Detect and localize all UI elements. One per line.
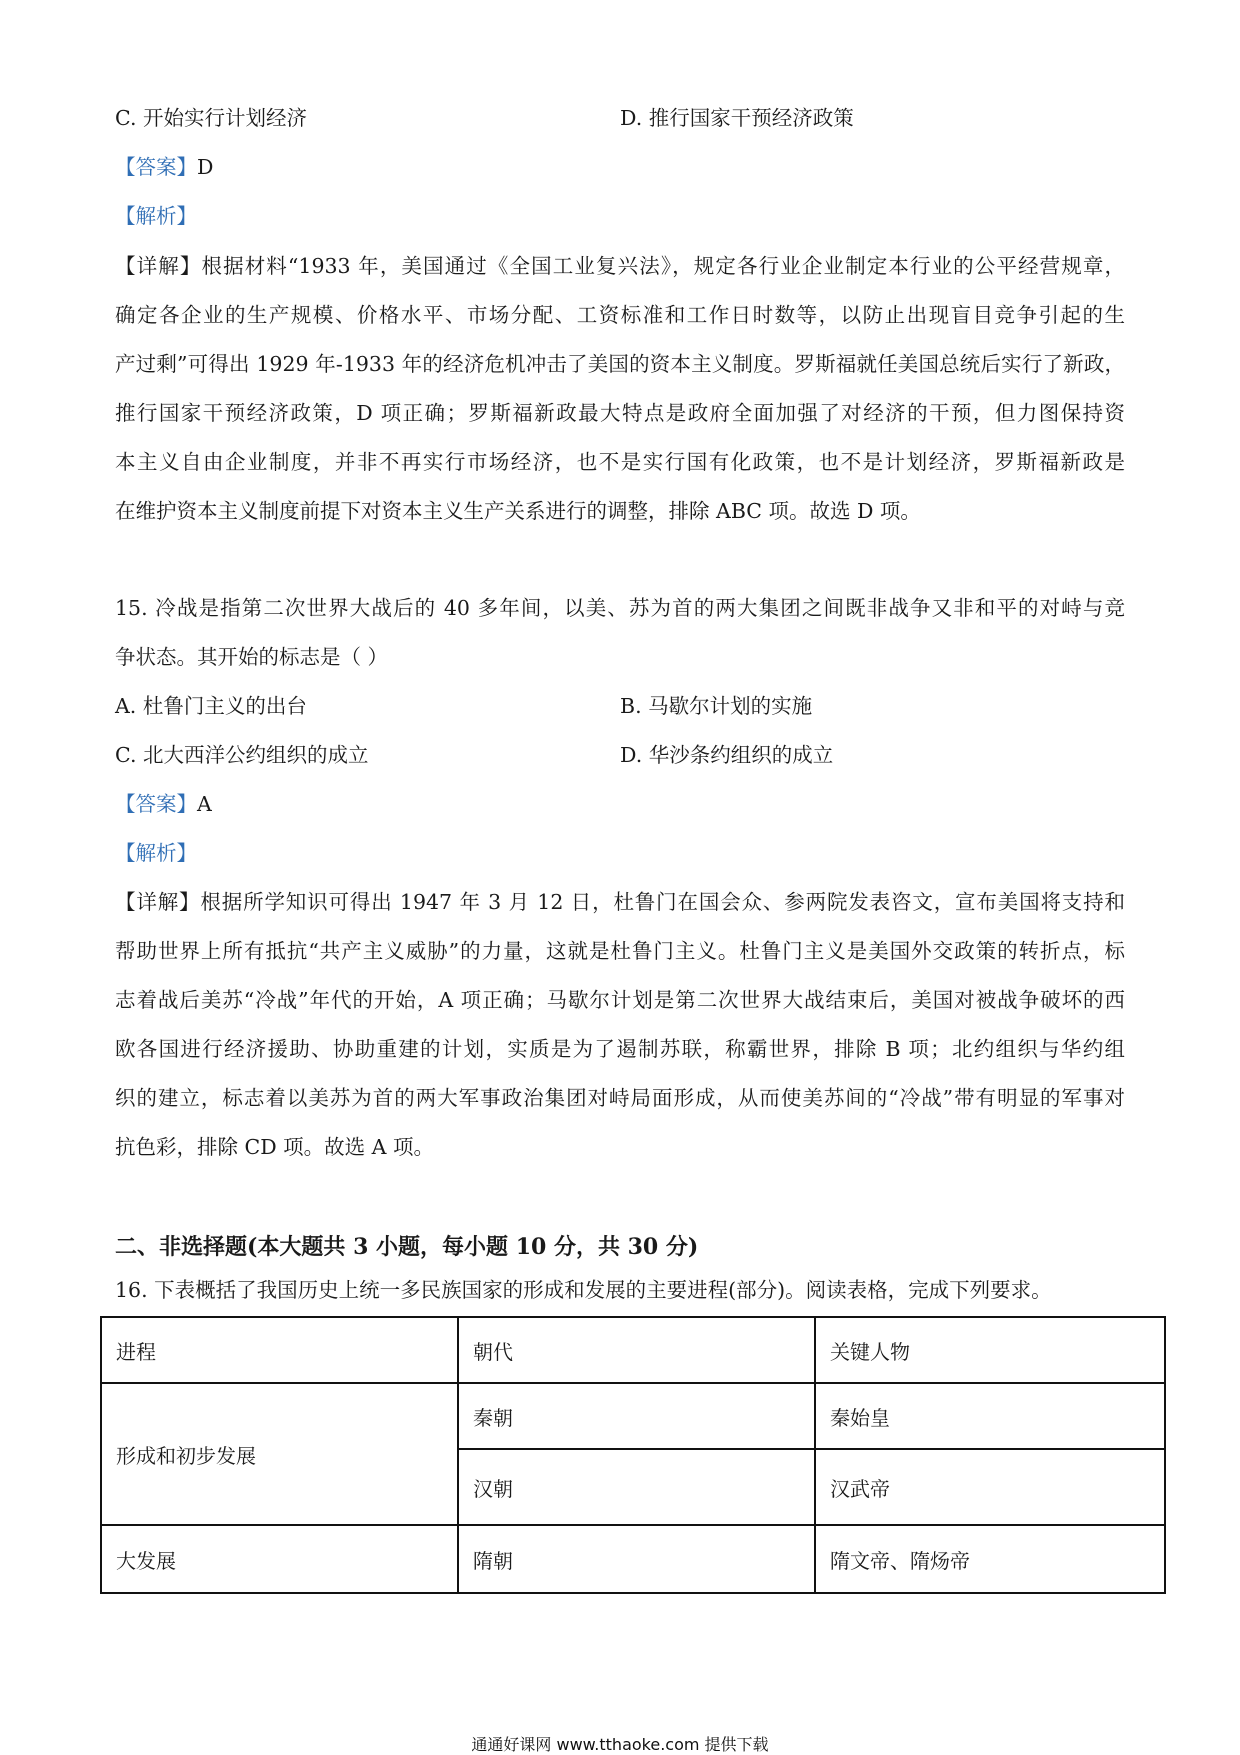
q15-option-b: B. 马歇尔计划的实施	[620, 694, 813, 718]
table-header-row	[101, 1317, 1165, 1383]
q15-option-d: D. 华沙条约组织的成立	[620, 743, 834, 767]
table-header-cell: 关键人物	[815, 1317, 1165, 1383]
answer-label: 【答案】	[115, 155, 197, 179]
table-header-cell: 朝代	[458, 1317, 815, 1383]
q14-detail-line: 产过剩”可得出 1929 年-1933 年的经济危机冲击了美国的资本主义制度。罗斯福就任美国总统后实行了新政，	[115, 352, 1125, 376]
table-header-cell: 进程	[101, 1317, 458, 1383]
q15-detail-line: 志着战后美苏“冷战”年代的开始，A 项正确；马歇尔计划是第二次世界大战结束后，美国对被战争破坏的西	[115, 988, 1125, 1012]
q15-option-a: A. 杜鲁门主义的出台	[115, 694, 307, 718]
q15-stem-line: 15. 冷战是指第二次世界大战后的 40 多年间，以美、苏为首的两大集团之间既非战争又非和平的对峙与竞	[115, 596, 1125, 620]
table-cell-stage: 形成和初步发展	[101, 1383, 458, 1525]
q15-answer	[115, 794, 212, 815]
q14-detail-line: 【详解】根据材料“1933 年，美国通过《全国工业复兴法》，规定各行业企业制定本行业的公平经营规章，	[115, 254, 1125, 278]
q14-option-c: C. 开始实行计划经济	[115, 106, 307, 130]
q14-detail-line: 确定各企业的生产规模、价格水平、市场分配、工资标准和工作日时数等，以防止出现盲目竞争引起的生	[115, 303, 1125, 327]
section-title: 二、非选择题(本大题共 3 小题，每小题 10 分，共 30 分)	[115, 1234, 699, 1260]
table-cell-dynasty: 隋朝	[458, 1525, 815, 1593]
q14-answer	[115, 157, 213, 178]
q15-detail-line: 【详解】根据所学知识可得出 1947 年 3 月 12 日，杜鲁门在国会众、参两院发表咨文，宣布美国将支持和	[115, 890, 1125, 914]
q16-stem: 16. 下表概括了我国历史上统一多民族国家的形成和发展的主要进程(部分)。阅读表格，完成下列要求。	[115, 1278, 1052, 1302]
table-cell-dynasty: 汉朝	[458, 1449, 815, 1525]
q15-option-c: C. 北大西洋公约组织的成立	[115, 743, 369, 767]
table-cell-person: 汉武帝	[815, 1449, 1165, 1525]
table-cell-dynasty: 秦朝	[458, 1383, 815, 1449]
answer-label: 【答案】	[115, 792, 197, 816]
q14-option-d: D. 推行国家干预经济政策	[620, 106, 854, 130]
answer-value: D	[197, 155, 214, 179]
answer-value: A	[197, 792, 212, 816]
q15-detail-line: 帮助世界上所有抵抗“共产主义威胁”的力量，这就是杜鲁门主义。杜鲁门主义是美国外交政策的转折点，标	[115, 939, 1125, 963]
table-cell-person: 隋文帝、隋炀帝	[815, 1525, 1165, 1593]
table-row	[101, 1383, 1165, 1449]
q15-analysis-label: 【解析】	[115, 841, 197, 865]
q14-detail-line: 推行国家干预经济政策，D 项正确；罗斯福新政最大特点是政府全面加强了对经济的干预，但力图保持资	[115, 401, 1125, 425]
q15-detail-line: 欧各国进行经济援助、协助重建的计划，实质是为了遏制苏联，称霸世界，排除 B 项；北约组织与华约组	[115, 1037, 1125, 1061]
q14-detail-line: 在维护资本主义制度前提下对资本主义生产关系进行的调整，排除 ABC 项。故选 D 项。	[115, 499, 921, 523]
table-cell-person: 秦始皇	[815, 1383, 1165, 1449]
q14-detail-line: 本主义自由企业制度，并非不再实行市场经济，也不是实行国有化政策，也不是计划经济，罗斯福新政是	[115, 450, 1125, 474]
table-cell-stage: 大发展	[101, 1525, 458, 1593]
q15-stem-line: 争状态。其开始的标志是（ ）	[115, 645, 389, 669]
page-footer: 通通好课网 www.tthaoke.com 提供下载	[471, 1735, 769, 1754]
table-row	[101, 1525, 1165, 1593]
q15-detail-line: 抗色彩，排除 CD 项。故选 A 项。	[115, 1135, 434, 1159]
q15-detail-line: 织的建立，标志着以美苏为首的两大军事政治集团对峙局面形成，从而使美苏间的“冷战”带有明显的军事对	[115, 1086, 1125, 1110]
q14-analysis-label: 【解析】	[115, 204, 197, 228]
q16-table	[100, 1316, 1166, 1594]
